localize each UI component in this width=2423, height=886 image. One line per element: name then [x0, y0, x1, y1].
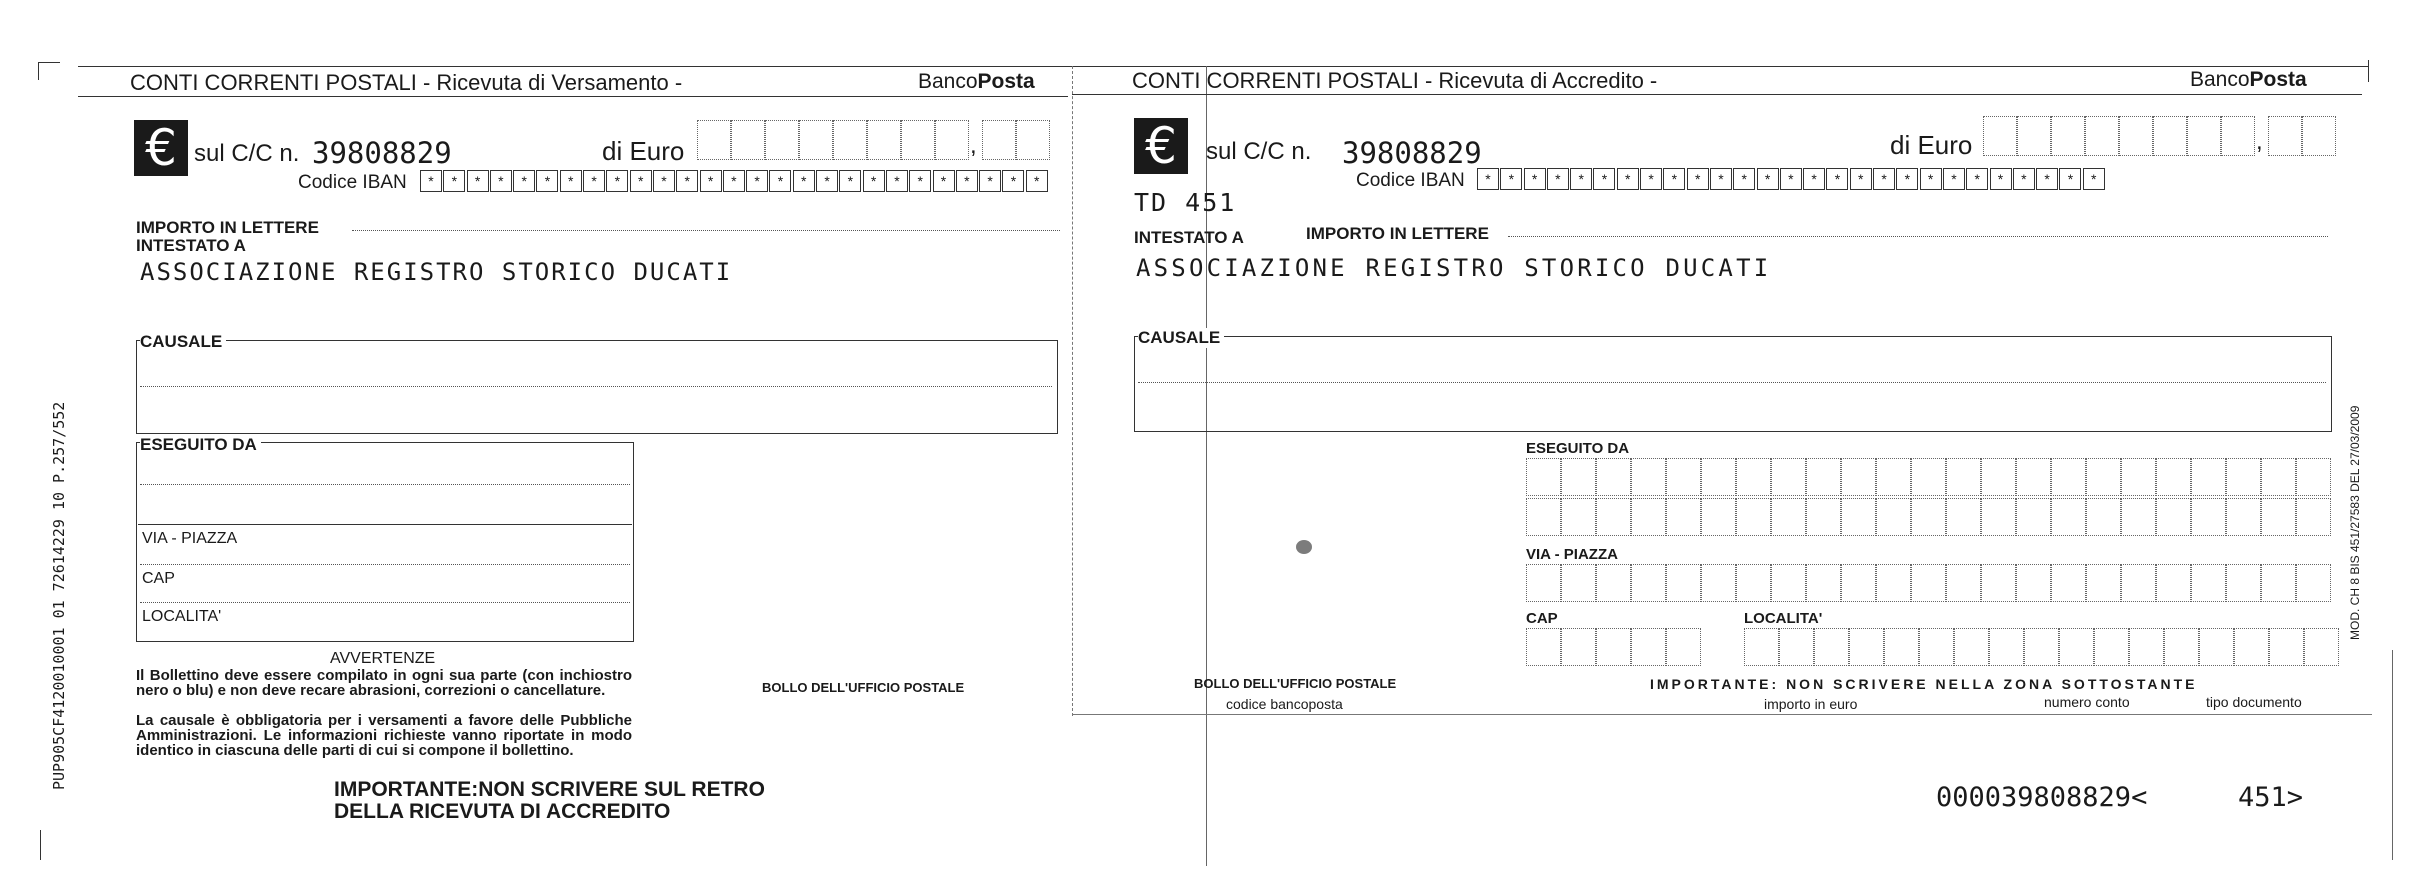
input-cell[interactable]: [1954, 628, 1989, 666]
input-cell[interactable]: [2129, 628, 2164, 666]
bollo-label: BOLLO DELL'UFFICIO POSTALE: [762, 680, 965, 695]
iban-star-cells: [420, 170, 1049, 192]
input-cell[interactable]: [1701, 458, 1736, 496]
via-label: VIA - PIAZZA: [1526, 546, 1618, 563]
decimal-comma: ,: [970, 132, 977, 159]
perforation-line: [1072, 66, 1073, 716]
beneficiary-name: ASSOCIAZIONE REGISTRO STORICO DUCATI: [140, 258, 733, 286]
input-cell[interactable]: [2296, 458, 2331, 496]
eseguito-cells-row-1[interactable]: [1526, 458, 2331, 496]
iban-star-cell: *: [793, 170, 815, 192]
right-edge-line: [2392, 650, 2393, 860]
input-cell[interactable]: [2164, 628, 2199, 666]
slip-title: CONTI CORRENTI POSTALI - Ricevuta di Versamento -: [130, 70, 683, 95]
input-cell[interactable]: [2121, 498, 2156, 536]
input-cell[interactable]: [1631, 458, 1666, 496]
via-label: VIA - PIAZZA: [142, 530, 238, 547]
iban-star-cell: *: [443, 170, 465, 192]
importo-lettere-label: IMPORTO IN LETTERE: [1306, 224, 1489, 243]
input-cell[interactable]: [2191, 498, 2226, 536]
input-cell[interactable]: [2059, 628, 2094, 666]
input-cell[interactable]: [2296, 564, 2331, 602]
causale-box[interactable]: [1134, 336, 2332, 432]
iban-star-cell: *: [1990, 168, 2012, 190]
iban-star-cell: *: [2083, 168, 2105, 190]
iban-star-cell: *: [606, 170, 628, 192]
header-bottom-rule: [1072, 94, 2362, 95]
iban-star-cell: *: [1803, 168, 1825, 190]
cap-line: [140, 602, 630, 603]
input-cell[interactable]: [1666, 458, 1701, 496]
iban-star-cell: *: [1780, 168, 1802, 190]
corner-mark: [2368, 60, 2369, 82]
cents-cells[interactable]: [2268, 116, 2336, 156]
input-cell[interactable]: [2051, 564, 2086, 602]
input-cell[interactable]: [2086, 564, 2121, 602]
iban-star-cell: *: [769, 170, 791, 192]
mod-code: MOD. CH 8 BIS 451/27583 DEL 27/03/2009: [2348, 405, 2362, 640]
iban-star-cell: *: [886, 170, 908, 192]
input-cell[interactable]: [1561, 458, 1596, 496]
input-cell[interactable]: [1946, 458, 1981, 496]
side-code: PUP905CF4120010001 01 72614229 10 P.257/552: [50, 401, 68, 790]
input-cell[interactable]: [2086, 498, 2121, 536]
iban-star-cell: *: [653, 170, 675, 192]
input-cell[interactable]: [1631, 628, 1666, 666]
input-cell[interactable]: [1919, 628, 1954, 666]
iban-star-cell: *: [1873, 168, 1895, 190]
numero-conto-label: numero conto: [2044, 694, 2130, 710]
avvertenze-text-1: Il Bollettino deve essere compilato in ogni sua parte (con inchiostro nero o blu) e non deve recare abrasioni, correzioni o cancellature.: [136, 667, 632, 699]
fold-line: [1206, 66, 1207, 866]
eseguito-line: [140, 484, 630, 485]
intestato-label: INTESTATO A: [136, 236, 246, 255]
input-cell[interactable]: [1946, 498, 1981, 536]
input-cell[interactable]: [2016, 564, 2051, 602]
ocr-line-type: 451>: [2238, 782, 2304, 813]
input-cell[interactable]: [1806, 498, 1841, 536]
corner-mark: [38, 62, 60, 63]
input-cell[interactable]: [2296, 498, 2331, 536]
causale-line: [1138, 382, 2326, 383]
iban-star-cell: *: [933, 170, 955, 192]
iban-star-cell: *: [1850, 168, 1872, 190]
iban-star-cell: *: [956, 170, 978, 192]
input-cell[interactable]: [1631, 564, 1666, 602]
brand-logo: BancoPosta: [2190, 68, 2307, 91]
input-cell[interactable]: [1701, 498, 1736, 536]
via-cells[interactable]: [1526, 564, 2331, 602]
input-cell[interactable]: [2304, 628, 2339, 666]
iban-star-cell: *: [583, 170, 605, 192]
amount-cells[interactable]: [1983, 116, 2255, 156]
input-cell[interactable]: [1736, 498, 1771, 536]
iban-star-cell: *: [723, 170, 745, 192]
causale-label: CAUSALE: [1138, 328, 1224, 348]
importo-lettere-label: IMPORTO IN LETTERE: [136, 218, 319, 237]
iban-star-cell: *: [536, 170, 558, 192]
avvertenze-title: AVVERTENZE: [330, 650, 436, 667]
iban-star-cell: *: [700, 170, 722, 192]
tipo-documento-label: tipo documento: [2206, 694, 2302, 710]
input-cell[interactable]: [1841, 498, 1876, 536]
iban-star-cell: *: [2059, 168, 2081, 190]
iban-label: Codice IBAN: [298, 172, 407, 193]
input-cell[interactable]: [2156, 564, 2191, 602]
input-cell[interactable]: [1561, 564, 1596, 602]
intestato-label: INTESTATO A: [1134, 228, 1244, 247]
input-cell[interactable]: [1526, 564, 1561, 602]
iban-star-cell: *: [1617, 168, 1639, 190]
input-cell[interactable]: [1771, 498, 1806, 536]
input-cell[interactable]: [1596, 628, 1631, 666]
input-cell[interactable]: [2156, 498, 2191, 536]
iban-star-cells: [1477, 168, 2106, 190]
input-cell[interactable]: [2086, 458, 2121, 496]
iban-star-cell: *: [1826, 168, 1848, 190]
input-cell[interactable]: [2016, 498, 2051, 536]
causale-box[interactable]: [136, 340, 1058, 434]
input-cell[interactable]: [2226, 458, 2261, 496]
iban-star-cell: *: [1593, 168, 1615, 190]
ocr-line-account: 000039808829<: [1936, 782, 2148, 813]
input-cell[interactable]: [2261, 458, 2296, 496]
iban-star-cell: *: [630, 170, 652, 192]
iban-star-cell: *: [979, 170, 1001, 192]
amount-cells[interactable]: [697, 120, 969, 160]
input-cell[interactable]: [1884, 628, 1919, 666]
cap-label: CAP: [142, 570, 175, 587]
header-bottom-rule: [78, 96, 1068, 97]
input-cell[interactable]: [1561, 498, 1596, 536]
iban-star-cell: *: [839, 170, 861, 192]
iban-label: Codice IBAN: [1356, 170, 1465, 191]
input-cell[interactable]: [1666, 564, 1701, 602]
iban-star-cell: *: [467, 170, 489, 192]
iban-star-cell: *: [1547, 168, 1569, 190]
importo-euro-label: importo in euro: [1764, 696, 1858, 712]
input-cell[interactable]: [1989, 628, 2024, 666]
localita-label: LOCALITA': [1744, 610, 1823, 627]
input-cell[interactable]: [2191, 458, 2226, 496]
iban-star-cell: *: [1966, 168, 1988, 190]
importante-line-1: IMPORTANTE:NON SCRIVERE SUL RETRO: [334, 778, 765, 801]
input-cell[interactable]: [1596, 564, 1631, 602]
input-cell[interactable]: [1701, 564, 1736, 602]
iban-star-cell: *: [1026, 170, 1048, 192]
brand-logo: BancoPosta: [918, 70, 1035, 93]
codice-bancoposta-label: codice bancoposta: [1226, 696, 1343, 712]
input-cell[interactable]: [1779, 628, 1814, 666]
euro-icon: €: [134, 120, 188, 176]
input-cell[interactable]: [1771, 458, 1806, 496]
input-cell[interactable]: [1561, 628, 1596, 666]
input-cell[interactable]: [2094, 628, 2129, 666]
input-cell[interactable]: [1736, 458, 1771, 496]
input-cell[interactable]: [1806, 564, 1841, 602]
eseguito-label: ESEGUITO DA: [1526, 440, 1630, 457]
input-cell[interactable]: [1631, 498, 1666, 536]
input-cell[interactable]: [2156, 458, 2191, 496]
input-cell[interactable]: [1849, 628, 1884, 666]
input-cell[interactable]: [2261, 564, 2296, 602]
input-cell[interactable]: [2051, 498, 2086, 536]
input-cell[interactable]: [2191, 564, 2226, 602]
input-cell[interactable]: [1814, 628, 1849, 666]
input-cell[interactable]: [2051, 458, 2086, 496]
iban-star-cell: *: [676, 170, 698, 192]
iban-star-cell: *: [1477, 168, 1499, 190]
importo-lettere-line[interactable]: [1508, 236, 2328, 237]
slip-title: CONTI CORRENTI POSTALI - Ricevuta di Accredito -: [1132, 68, 1658, 93]
input-cell[interactable]: [1806, 458, 1841, 496]
eseguito-divider: [138, 524, 632, 525]
scan-smudge: [1296, 540, 1312, 554]
bollo-label: BOLLO DELL'UFFICIO POSTALE: [1194, 676, 1397, 691]
input-cell[interactable]: [1876, 564, 1911, 602]
localita-cells[interactable]: [1744, 628, 2339, 666]
input-cell[interactable]: [2016, 458, 2051, 496]
header-top-rule: [78, 66, 2368, 67]
cap-label: CAP: [1526, 610, 1558, 627]
euro-icon: €: [1134, 118, 1188, 174]
input-cell[interactable]: [1841, 564, 1876, 602]
eseguito-cells-row-2[interactable]: [1526, 498, 2331, 536]
input-cell[interactable]: [1526, 458, 1561, 496]
iban-star-cell: *: [560, 170, 582, 192]
td-code: TD 451: [1134, 188, 1237, 217]
input-cell[interactable]: [2226, 498, 2261, 536]
decimal-comma: ,: [2256, 128, 2263, 155]
iban-star-cell: *: [1943, 168, 1965, 190]
cc-number: 39808829: [312, 136, 452, 170]
input-cell[interactable]: [1981, 458, 2016, 496]
di-euro-label: di Euro: [1890, 130, 1973, 160]
iban-star-cell: *: [863, 170, 885, 192]
localita-label: LOCALITA': [142, 608, 222, 625]
avvertenze-text-2: La causale è obbligatoria per i versamenti a favore delle Pubbliche Amministrazioni. Le informazioni richieste vanno riportate in modo identico in ciascuna delle parti di cui si compone il bollettino.: [136, 712, 632, 759]
input-cell[interactable]: [2121, 564, 2156, 602]
iban-star-cell: *: [513, 170, 535, 192]
input-cell[interactable]: [1736, 564, 1771, 602]
iban-star-cell: *: [2013, 168, 2035, 190]
input-cell[interactable]: [1946, 564, 1981, 602]
input-cell[interactable]: [1526, 628, 1561, 666]
di-euro-label: di Euro: [602, 136, 685, 166]
importante-line-2: DELLA RICEVUTA DI ACCREDITO: [334, 800, 671, 823]
cents-cells[interactable]: [982, 120, 1050, 160]
iban-star-cell: *: [1920, 168, 1942, 190]
cc-number: 39808829: [1342, 136, 1482, 170]
input-cell[interactable]: [1771, 564, 1806, 602]
cc-label: sul C/C n.: [1206, 138, 1312, 165]
input-cell[interactable]: [1911, 458, 1946, 496]
cc-label: sul C/C n.: [194, 140, 300, 167]
input-cell[interactable]: [1981, 498, 2016, 536]
bottom-corner-mark: [40, 830, 41, 860]
iban-star-cell: *: [1570, 168, 1592, 190]
beneficiary-name: ASSOCIAZIONE REGISTRO STORICO DUCATI: [1136, 254, 1772, 282]
input-cell[interactable]: [2261, 498, 2296, 536]
iban-star-cell: *: [1896, 168, 1918, 190]
iban-star-cell: *: [1757, 168, 1779, 190]
input-cell[interactable]: [2234, 628, 2269, 666]
input-cell[interactable]: [1911, 564, 1946, 602]
input-cell[interactable]: [1596, 458, 1631, 496]
input-cell[interactable]: [1876, 498, 1911, 536]
iban-star-cell: *: [1524, 168, 1546, 190]
iban-star-cell: *: [909, 170, 931, 192]
corner-mark: [38, 62, 39, 80]
input-cell[interactable]: [2269, 628, 2304, 666]
iban-star-cell: *: [1663, 168, 1685, 190]
input-cell[interactable]: [1876, 458, 1911, 496]
via-line: [140, 564, 630, 565]
iban-star-cell: *: [1640, 168, 1662, 190]
input-cell[interactable]: [1666, 498, 1701, 536]
iban-star-cell: *: [1002, 170, 1024, 192]
iban-star-cell: *: [2036, 168, 2058, 190]
causale-line: [140, 386, 1052, 387]
input-cell[interactable]: [2121, 458, 2156, 496]
iban-star-cell: *: [1733, 168, 1755, 190]
iban-star-cell: *: [420, 170, 442, 192]
input-cell[interactable]: [1666, 628, 1701, 666]
input-cell[interactable]: [1596, 498, 1631, 536]
input-cell[interactable]: [1981, 564, 2016, 602]
input-cell[interactable]: [2226, 564, 2261, 602]
iban-star-cell: *: [1687, 168, 1709, 190]
eseguito-label: ESEGUITO DA: [140, 435, 261, 455]
iban-star-cell: *: [816, 170, 838, 192]
cap-cells[interactable]: [1526, 628, 1701, 666]
input-cell[interactable]: [1841, 458, 1876, 496]
importante-label: IMPORTANTE: NON SCRIVERE NELLA ZONA SOTTOSTANTE: [1650, 676, 2198, 692]
iban-star-cell: *: [746, 170, 768, 192]
causale-label: CAUSALE: [140, 332, 226, 352]
importo-lettere-line[interactable]: [352, 230, 1060, 231]
input-cell[interactable]: [2024, 628, 2059, 666]
iban-star-cell: *: [1710, 168, 1732, 190]
input-cell[interactable]: [1526, 498, 1561, 536]
input-cell[interactable]: [2199, 628, 2234, 666]
iban-star-cell: *: [490, 170, 512, 192]
input-cell[interactable]: [1911, 498, 1946, 536]
input-cell[interactable]: [1744, 628, 1779, 666]
bottom-zone-rule: [1072, 714, 2372, 715]
iban-star-cell: *: [1500, 168, 1522, 190]
